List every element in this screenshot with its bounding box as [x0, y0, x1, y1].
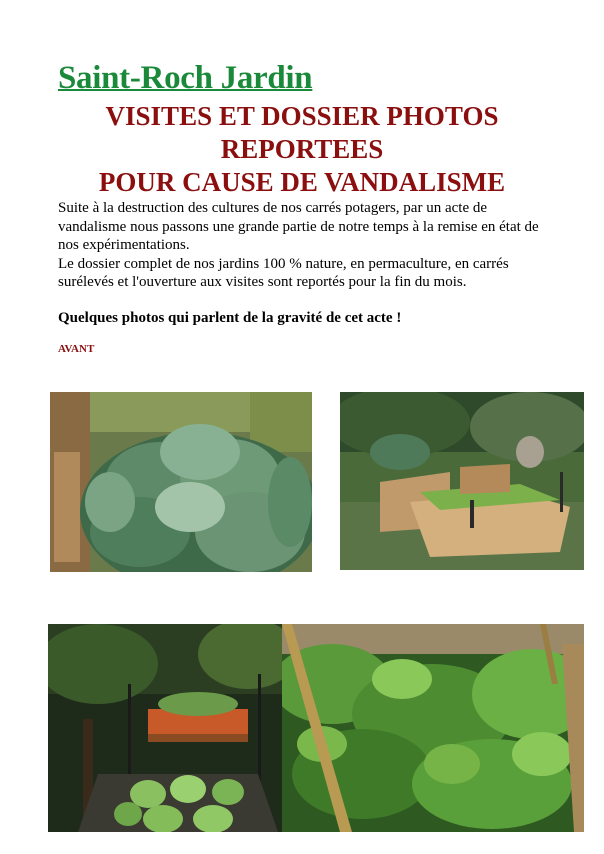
headline — [60, 100, 544, 199]
brand-title: Saint-Roch Jardin — [58, 60, 313, 96]
paragraph-postponed: Le dossier complet de nos jardins 100 % nature, en permaculture, en carrés surélevés et l'ouverture aux visites sont reportés pour la fin du mois. — [58, 255, 509, 290]
headline-line-1: VISITES ET DOSSIER PHOTOS — [105, 101, 499, 131]
photo-raised-beds — [340, 392, 584, 570]
headline-line-3: POUR CAUSE DE VANDALISME — [98, 167, 506, 197]
intro-paragraph — [58, 199, 553, 292]
photo-lettuce-bed — [48, 624, 282, 832]
photos-lead: Quelques photos qui parlent de la gravité de cet acte ! — [58, 310, 402, 326]
paragraph-destruction: Suite à la destruction des cultures de nos carrés potagers, par un acte de vandalisme nous passons une grande partie de notre temps à la remise en état de nos expérimentations. — [58, 200, 539, 253]
photo-cabbages — [50, 392, 312, 572]
section-label-before: AVANT — [58, 343, 95, 355]
headline-line-2: REPORTEES — [220, 134, 384, 164]
photo-lettuce-closeup — [282, 624, 584, 832]
